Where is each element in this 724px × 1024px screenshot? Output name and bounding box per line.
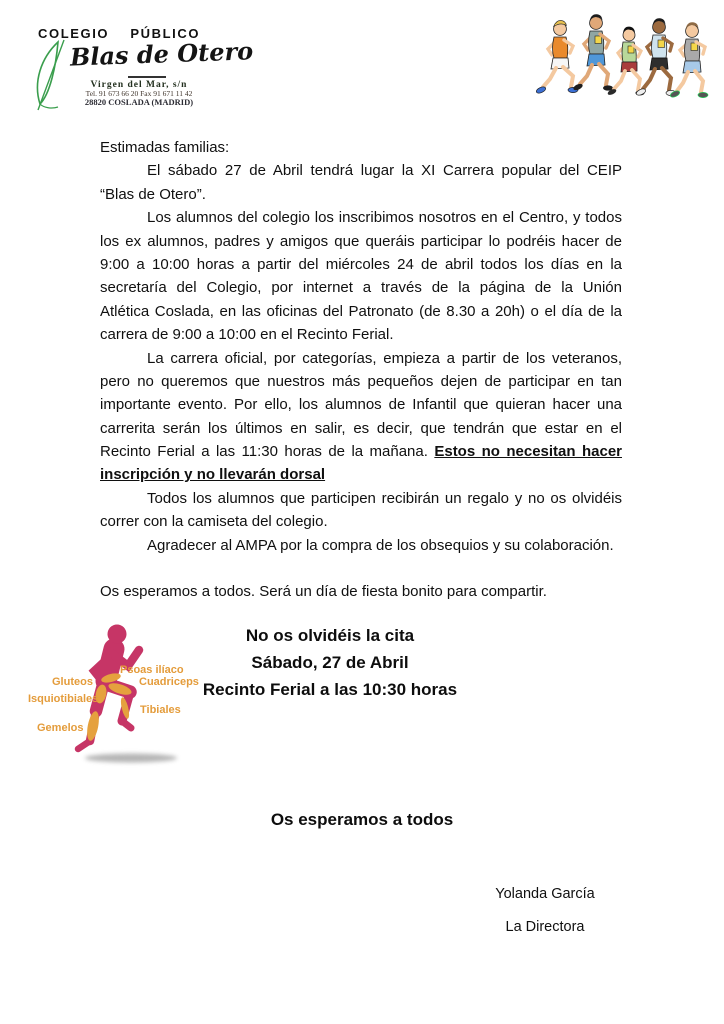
- muscle-label: Isquiotibiales: [28, 693, 99, 705]
- body-line: secretaría del Colegio, por internet a través de la página de la Unión: [100, 279, 622, 297]
- muscle-label: Cuadriceps: [139, 676, 199, 688]
- cita-block: [100, 622, 560, 703]
- muscle-label: Gluteos: [52, 676, 93, 688]
- school-phone-fax: Tel. 91 673 66 20 Fax 91 671 11 42: [85, 89, 193, 98]
- body-line: Estimadas familias:: [100, 139, 230, 156]
- body-text: [100, 136, 622, 604]
- body-line: los ex alumnos, padres y amigos que queráis participar lo podréis hacer de: [100, 232, 622, 250]
- body-line: Atlética Coslada, en las oficinas del Patronato (de 8.30 a 20h) o el día de la: [100, 302, 622, 320]
- signature-name: Yolanda García: [495, 886, 595, 902]
- school-address: Virgen del Mar, s/n: [90, 80, 188, 90]
- body-line: La carrera oficial, por categorías, empieza a partir de los veteranos,: [147, 349, 622, 367]
- body-line: Os esperamos a todos. Será un día de fiesta bonito para compartir.: [100, 583, 547, 601]
- cita-line: Sábado, 27 de Abril: [251, 653, 409, 672]
- muscle-label: Psoas ilíaco: [120, 664, 184, 676]
- children-running-clipart: [536, 5, 718, 121]
- school-city: 28820 COSLADA (MADRID): [84, 97, 194, 107]
- school-type-label: COLEGIO PÚBLICO: [38, 26, 201, 41]
- school-logo: [28, 24, 254, 114]
- body-line: carrerita serán los últimos en salir, es decir, que tendrán que estar en el: [100, 419, 622, 437]
- body-line: Recinto Ferial a las 11:30 horas de la mañana. Estos no necesitan hacer: [100, 443, 622, 461]
- body-line: correr con la camiseta del colegio.: [100, 513, 328, 531]
- body-line: Los alumnos del colegio los inscribimos nosotros en el Centro, y todos: [147, 209, 622, 227]
- muscle-label: Tibiales: [140, 704, 181, 716]
- cita-line: No os olvidéis la cita: [245, 626, 415, 645]
- signature-role: La Directora: [505, 919, 585, 935]
- muscle-label: Gemelos: [37, 722, 84, 734]
- body-line: Todos los alumnos que participen recibirán un regalo y no os olvidéis: [147, 489, 622, 507]
- signature-block: [440, 878, 650, 944]
- body-line: Agradecer al AMPA por la compra de los obsequios y su colaboración.: [147, 536, 614, 554]
- body-line: carrera de 9:00 a 10:00 en el Recinto Ferial.: [100, 326, 394, 344]
- body-line: importante evento. Por ello, los alumnos de Infantil que quieran hacer una: [100, 396, 622, 414]
- logo-underline: [128, 76, 166, 78]
- body-line: El sábado 27 de Abril tendrá lugar la XI Carrera popular del CEIP: [147, 162, 622, 180]
- body-line: pero no queremos que nuestros más pequeños dejen de participar en tan: [100, 372, 622, 390]
- closing-line: Os esperamos a todos: [270, 810, 454, 829]
- school-name: Blas de Otero: [69, 36, 254, 72]
- body-line: inscripción y no llevarán dorsal: [100, 466, 326, 484]
- cita-line: Recinto Ferial a las 10:30 horas: [202, 680, 458, 699]
- body-line: 9:00 a 10:00 horas a partir del miércoles 24 de abril todos los días en la: [100, 255, 622, 273]
- body-line: “Blas de Otero”.: [100, 185, 206, 203]
